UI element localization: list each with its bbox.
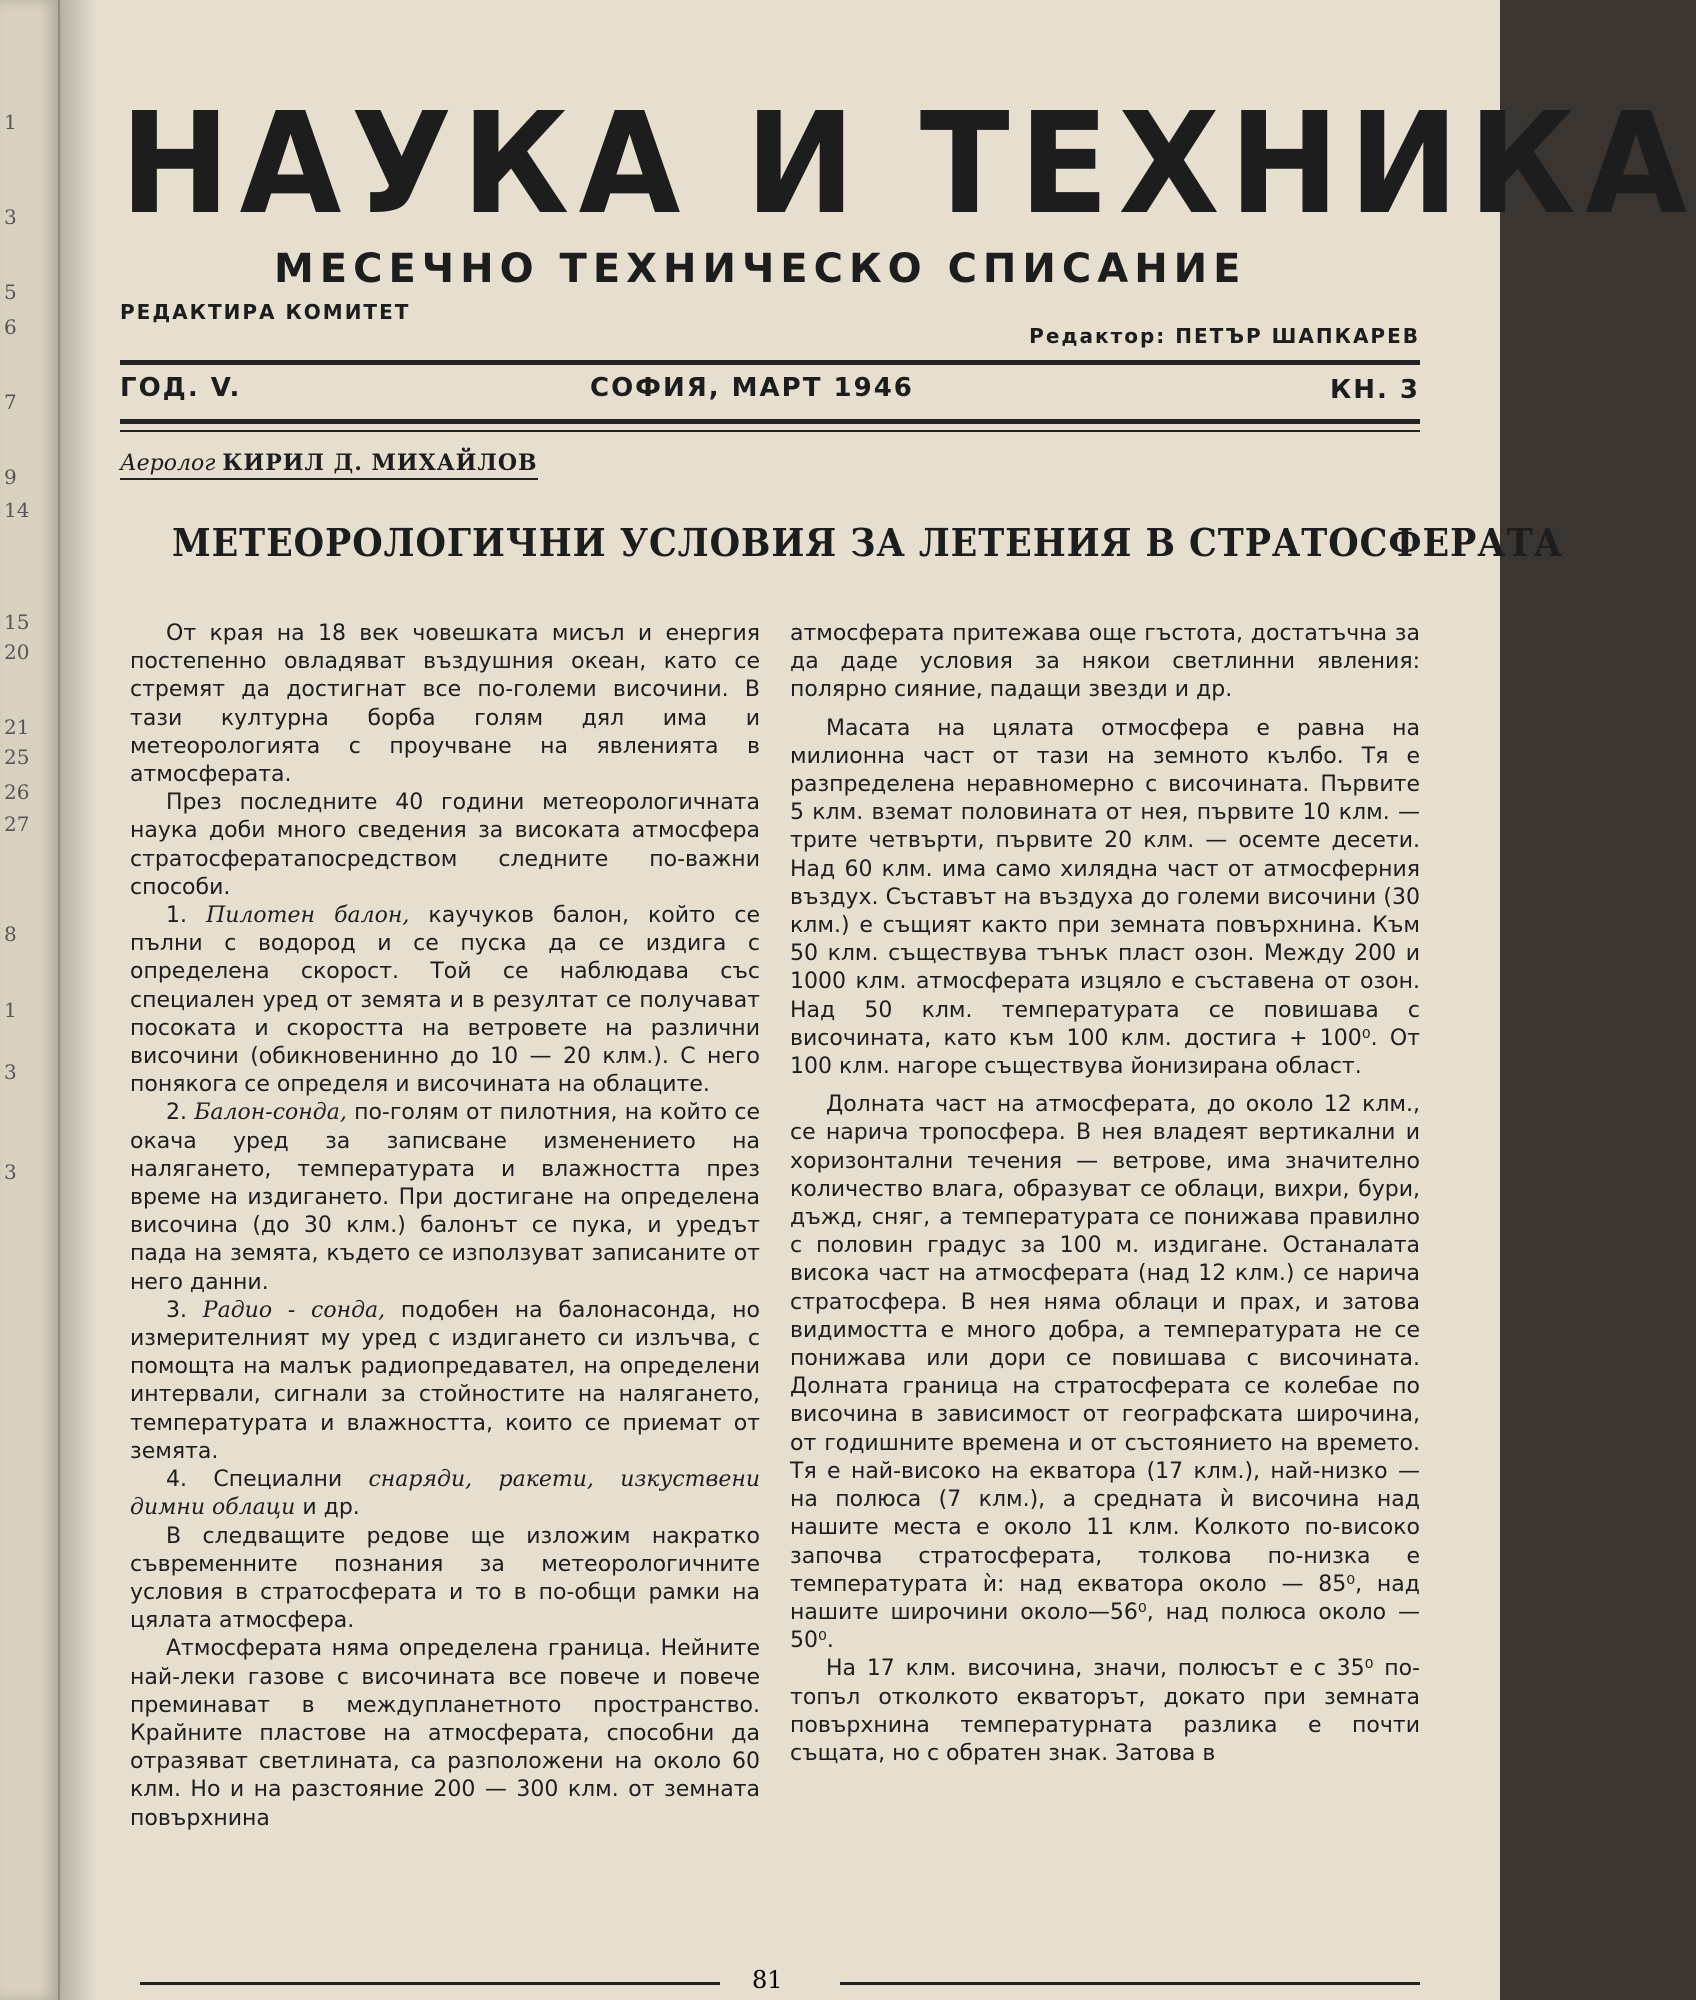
page-footer <box>120 1966 1420 1994</box>
list-term: снаряди, ракети, изкуствени димни облаци <box>130 1467 760 1521</box>
margin-number: 8 <box>4 922 17 946</box>
paragraph <box>130 1466 760 1522</box>
list-text: по-голям от пилотния, на който се окача уред за записване изменението на налягането, температурата и влажността през време на издигането. При достигане на определена височина (до 30 клм.) балонът се пука, и уредът пада на земята, където се използуват записаните от него данни. <box>130 1100 760 1295</box>
margin-number: 15 <box>4 610 30 634</box>
article-title: МЕТЕОРОЛОГИЧНИ УСЛОВИЯ ЗА ЛЕТЕНИЯ В СТРАТОСФЕРАТА <box>172 520 1563 565</box>
list-term: Пилотен балон, <box>206 903 410 929</box>
margin-number: 5 <box>4 280 17 304</box>
paragraph: От края на 18 век човешката мисъл и енергия постепенно овладяват въздушния океан, като се стремят да достигнат все по-големи височини. В тази културна борба голям дял има и метеорологията с проучване на явленията в атмосферата. <box>130 621 760 788</box>
list-number: 4. Специални <box>166 1467 343 1493</box>
paragraph: Атмосферата няма определена граница. Нейните най-леки газове с височината все повече и повече преминават в междупланетното пространство. Крайните пластове на атмосферата, способни да отразяват светлината, са разположени на около 60 клм. Но и на разстояние 200 — 300 клм. от земната повърхнина <box>130 1636 760 1831</box>
list-number: 2. <box>166 1100 187 1126</box>
header-block <box>120 60 1696 565</box>
left-column <box>130 620 760 1833</box>
list-term: Радио - сонда, <box>202 1297 386 1323</box>
paragraph-continued: атмосферата притежава още гъстота, достатъчна за да даде условия за някои светлинни явления: полярно сияние, падащи звезди и др. <box>790 621 1420 703</box>
margin-number: 1 <box>4 110 17 134</box>
header-double-rule <box>120 419 1420 432</box>
margin-number: 3 <box>4 205 17 229</box>
article-body <box>120 620 1420 1920</box>
article-author <box>120 450 538 480</box>
margin-number: 27 <box>4 812 30 836</box>
footer-rule-right <box>840 1982 1420 1985</box>
paragraph: На 17 клм. височина, значи, полюсът е с 35⁰ по-топъл отколкото екваторът, докато при земната повърхнина температурната разлика е почти същата, но с обратен знак. Затова в <box>790 1656 1420 1766</box>
previous-page-edge <box>0 0 60 2000</box>
issue-number: КН. 3 <box>1329 375 1420 405</box>
paragraph: Долната част на атмосферата, до около 12 клм., се нарича тропосфера. В нея владеят вертикални и хоризонтални течения — ветрове, има значително количество влага, образуват се облаци, вихри, бури, дъжд, сняг, а температурата се понижава правилно с половин градус за 100 м. издигане. Останалата висока част на атмосферата (над 12 клм.) се нарича стратосфера. В нея няма облаци и прах, и затова видимостта е много добра, а температурата не се понижава или дори се повишава с височината. Долната граница на стратосферата се колебае по височина в зависимост от географската широчина, от годишните времена и от състоянието на времето. Тя е най-високо на екватора (17 клм.), най-низко — на полюса (7 клм.), а средната ѝ височина над нашите места е около 11 клм. Колкото по-високо започва стратосферата, толкова по-низка е температурата ѝ: над екватора около — 85⁰, над нашите широчини около—56⁰, над полюса около — 50⁰. <box>790 1092 1420 1654</box>
editorial-row <box>120 300 1420 354</box>
magazine-title: НАУКА И ТЕХНИКА <box>120 83 1696 246</box>
issue-info-row <box>120 365 1420 413</box>
paragraph <box>130 1099 760 1296</box>
page-number: 81 <box>752 1966 783 1994</box>
issue-year: ГОД. V. <box>120 373 242 403</box>
margin-number: 9 <box>4 465 17 489</box>
list-text: каучуков балон, който се пълни с водород и се пуска да се издига с определена скорост. Той се наблюдава със специален уред от земята и в резултат се получават посоката и скоростта на ветровете на различни височини (обикновенинно до 10 — 20 клм.). С него понякога се определя и височината на облаците. <box>130 903 760 1098</box>
margin-number: 14 <box>4 498 30 522</box>
list-number: 3. <box>166 1297 187 1323</box>
right-column <box>790 620 1420 1768</box>
paragraph: Масата на цялата отмосфера е равна на милионна част от тази на земното кълбо. Тя е разпределена неравномерно с височината. Първите 5 клм. вземат половината от нея, първите 10 клм. — трите четвърти, първите 20 клм. — осемте десети. Над 60 клм. има само хилядна част от атмосферния въздух. Съставът на въздуха до големи височини (30 клм.) е същият както при земната повърхнина. Към 50 клм. съществува тънък пласт озон. Между 200 и 1000 клм. атмосферата изцяло е съставена от озон. Над 50 клм. температурата се повишава с височината, като към 100 клм. достига + 100⁰. От 100 клм. нагоре съществува йонизирана област. <box>790 715 1420 1080</box>
paragraph <box>130 1297 760 1466</box>
list-number: 1. <box>166 903 187 929</box>
author-role: Аеролог <box>120 451 216 476</box>
margin-number: 1 <box>4 998 17 1022</box>
gutter-shadow <box>58 0 98 2000</box>
author-name: КИРИЛ Д. МИХАЙЛОВ <box>222 450 538 476</box>
margin-number: 21 <box>4 715 30 739</box>
issue-place-date: СОФИЯ, МАРТ 1946 <box>590 373 914 403</box>
margin-number: 26 <box>4 780 30 804</box>
margin-number: 20 <box>4 640 30 664</box>
editor-name: Редактор: ПЕТЪР ШАПКАРЕВ <box>1029 324 1420 348</box>
margin-number: 6 <box>4 315 17 339</box>
list-text: и др. <box>295 1495 360 1521</box>
paragraph: През последните 40 години метеорологичната наука доби много сведения за високата атмосфера стратосфератапосредством следните по-важни способи. <box>130 790 760 900</box>
margin-number: 25 <box>4 745 30 769</box>
paragraph: В следващите редове ще изложим накратко съвременните познания за метеорологичните условия в стратосферата и то в по-общи рамки на цялата атмосфера. <box>130 1523 760 1634</box>
margin-number: 3 <box>4 1060 17 1084</box>
margin-number: 3 <box>4 1160 17 1184</box>
magazine-subtitle: МЕСЕЧНО ТЕХНИЧЕСКО СПИСАНИЕ <box>274 246 1247 292</box>
list-text: подобен на балонасонда, но измерителният му уред с издигането си излъчва, с помощта на малък радиопредавател, на определени интервали, сигнали за стойностите на налягането, температурата и влажността, които се приемат от земята. <box>130 1297 761 1464</box>
editorial-committee: РЕДАКТИРА КОМИТЕТ <box>120 300 411 324</box>
margin-number: 7 <box>4 390 17 414</box>
column-divider <box>768 620 769 1890</box>
list-term: Балон-сонда, <box>194 1100 347 1126</box>
paragraph <box>130 902 760 1099</box>
footer-rule-left <box>140 1982 720 1985</box>
